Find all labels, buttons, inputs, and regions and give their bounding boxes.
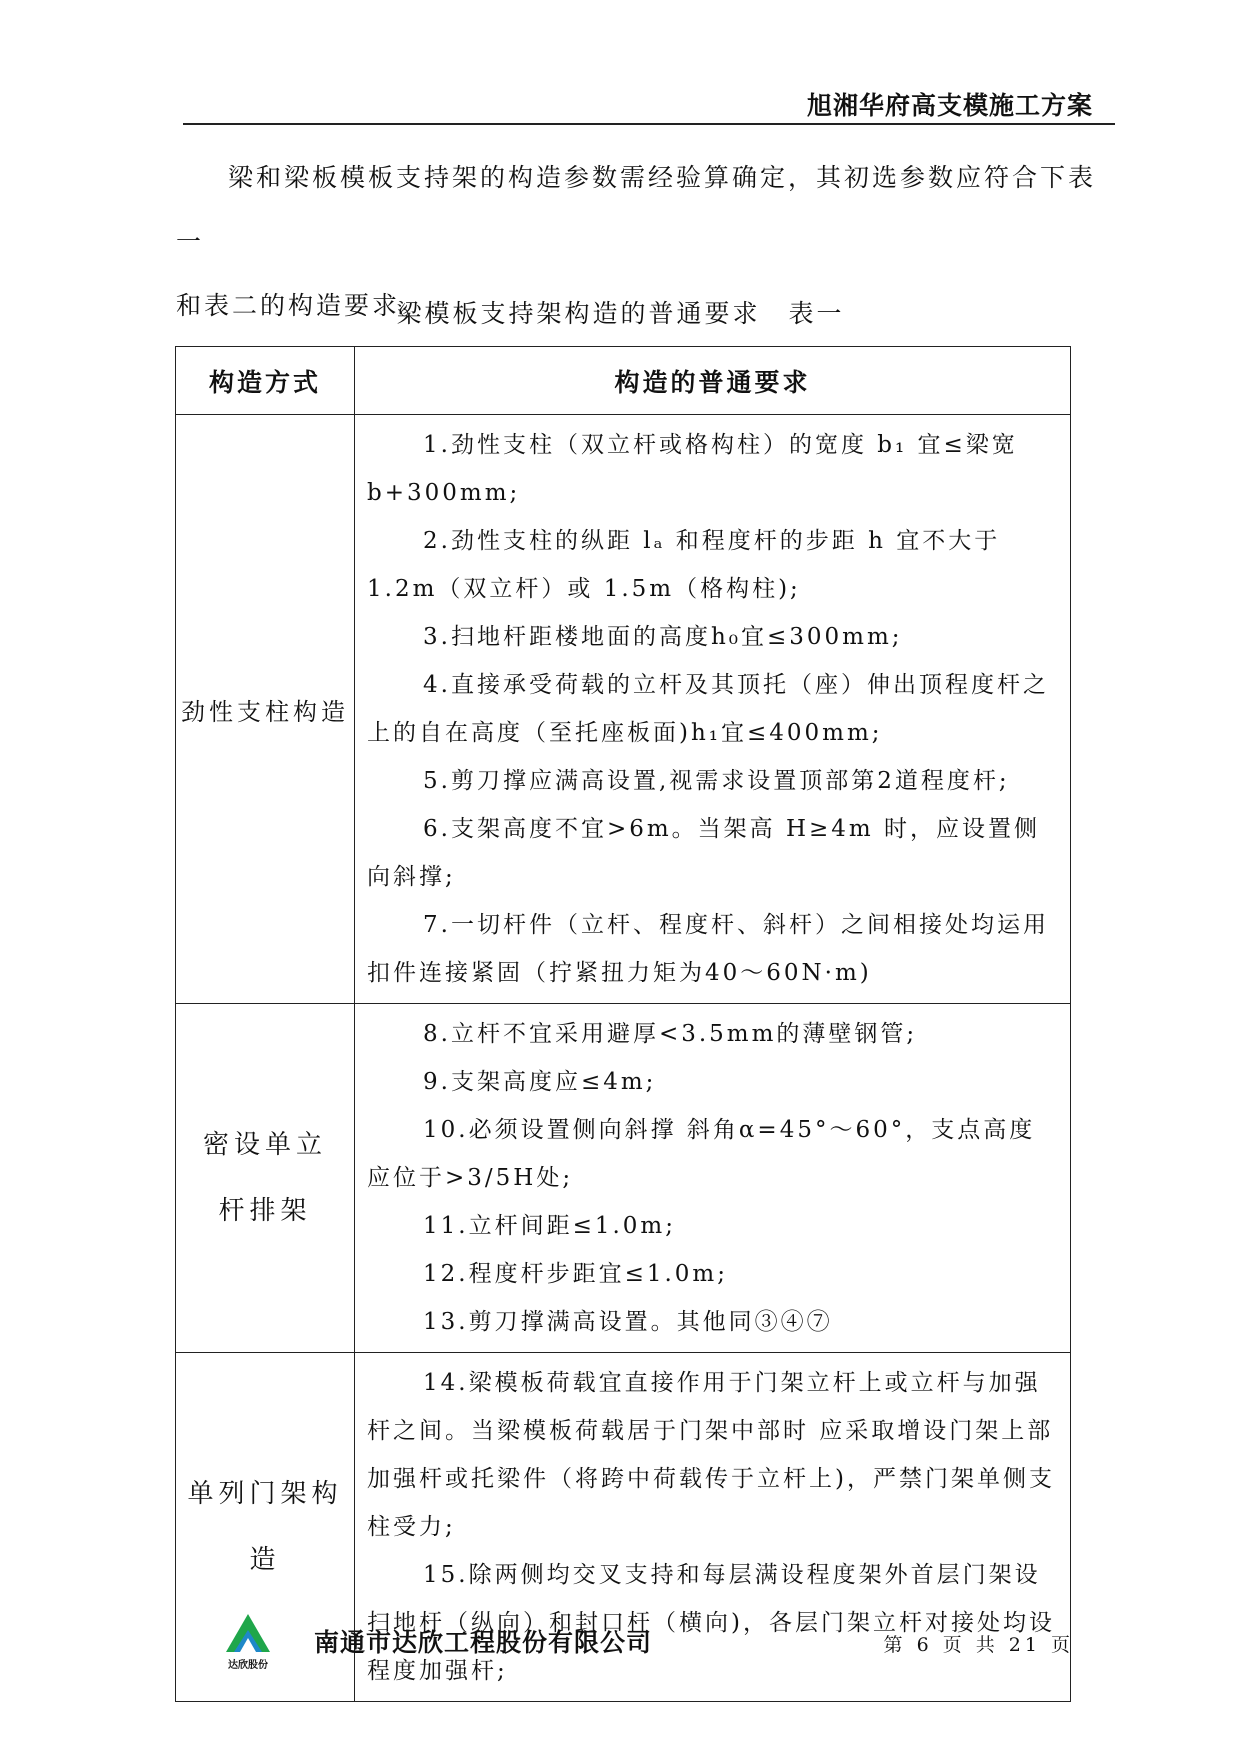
method-cell: 劲性支柱构造: [176, 415, 355, 1004]
page-number: 第 6 页 共 21 页: [883, 1634, 1074, 1656]
requirements-cell: [355, 1004, 1071, 1353]
requirement-item: 7.一切杆件（立杆、程度杆、斜杆）之间相接处均运用扣件连接紧固（拧紧扭力矩为40～60N·m): [367, 912, 1049, 986]
requirement-item: 4.直接承受荷载的立杆及其顶托（座）伸出顶程度杆之上的自在高度（至托座板面)h₁宜≤400mm;: [367, 672, 1049, 746]
requirement-item: 11.立杆间距≤1.0m;: [423, 1213, 676, 1239]
requirement-item: 6.支架高度不宜>6m。当架高 H≥4m 时，应设置侧向斜撑;: [367, 816, 1041, 890]
method-line: 密设单立: [202, 1130, 327, 1160]
requirement-item: 5.剪刀撑应满高设置,视需求设置顶部第2道程度杆;: [423, 768, 1010, 794]
requirement-item: 13.剪刀撑满高设置。其他同③④⑦: [423, 1309, 833, 1335]
requirement-item: 14.梁模板荷载宜直接作用于门架立杆上或立杆与加强杆之间。当梁模板荷载居于门架中部时 应采取增设门架上部加强杆或托梁件（将跨中荷载传于立杆上)，严禁门架单侧支柱受力;: [367, 1370, 1055, 1540]
table-row: [176, 415, 1071, 1004]
requirement-item: 15.除两侧均交叉支持和每层满设程度架外首层门架设扫地杆（纵向）和封口杆（横向)，各层门架立杆对接处均设程度加强杆;: [367, 1562, 1055, 1684]
company-logo: [218, 1612, 278, 1672]
method-cell: [176, 1004, 355, 1353]
requirements-table: [175, 346, 1071, 1702]
table-row: [176, 1004, 1071, 1353]
requirement-item: 9.支架高度应≤4m;: [423, 1069, 657, 1095]
intro-line-2: 和表二的构造要求。: [176, 291, 429, 320]
requirement-item: 8.立杆不宜采用避厚<3.5mm的薄壁钢管;: [423, 1021, 918, 1047]
requirement-item: 2.劲性支柱的纵距 lₐ 和程度杆的步距 h 宜不大于 1.2m（双立杆）或 1.5m（格构柱);: [367, 528, 1001, 602]
table-caption: 梁模板支持架构造的普通要求 表一: [396, 299, 845, 328]
header-method: 构造方式: [176, 347, 355, 415]
method-line: 造: [249, 1545, 281, 1575]
method-line: 单列门架构: [187, 1479, 343, 1509]
document-header-title: 旭湘华府高支模施工方案: [806, 91, 1093, 120]
logo-text: 达欣股份: [228, 1660, 268, 1671]
header-requirements: 构造的普通要求: [355, 347, 1071, 415]
requirement-item: 1.劲性支柱（双立杆或格构柱）的宽度 b₁ 宜≤梁宽 b+300mm;: [367, 432, 1018, 506]
footer-company-name: 南通市达欣工程股份有限公司: [314, 1628, 653, 1657]
header-divider: [183, 123, 1115, 125]
table-header-row: [176, 347, 1071, 415]
requirement-item: 3.扫地杆距楼地面的高度h₀宜≤300mm;: [423, 624, 903, 650]
intro-line-1: 梁和梁板模板支持架的构造参数需经验算确定，其初选参数应符合下表一: [176, 163, 1097, 256]
requirement-item: 12.程度杆步距宜≤1.0m;: [423, 1261, 728, 1287]
requirement-item: 10.必须设置侧向斜撑 斜角α=45°～60°，支点高度应位于>3/5H处;: [367, 1117, 1036, 1191]
requirements-cell: [355, 415, 1071, 1004]
method-line: 杆排架: [218, 1196, 312, 1226]
